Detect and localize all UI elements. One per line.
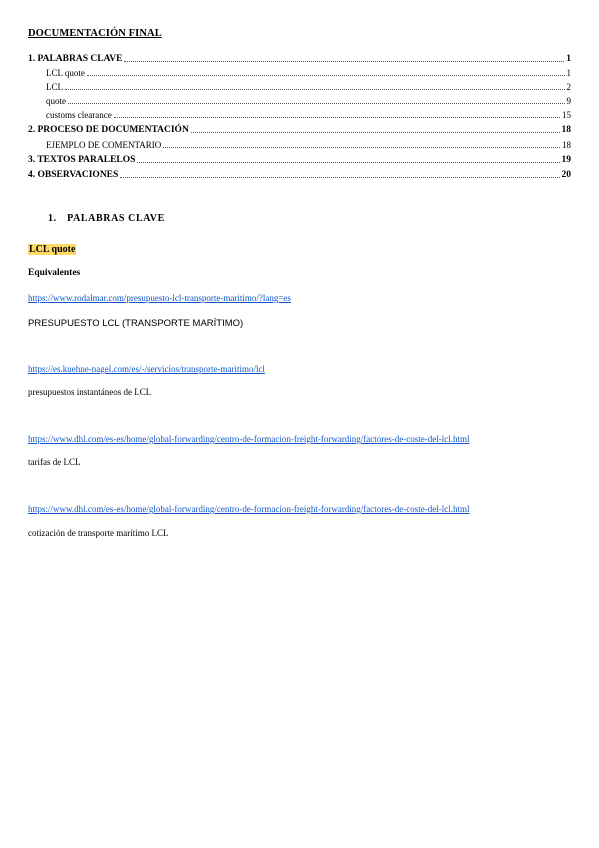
toc-leader-dots xyxy=(163,147,560,148)
toc-entry-page: 9 xyxy=(566,96,571,106)
toc-entry-label: EJEMPLO DE COMENTARIO xyxy=(46,140,162,150)
toc-leader-dots xyxy=(65,89,565,90)
toc-entry-textos-paralelos[interactable] xyxy=(28,152,571,166)
source-link[interactable]: https://www.dhl.com/es-es/home/global-forwarding/centro-de-formacion-freight-forwarding/factores-de-coste-del-lcl.html xyxy=(28,504,470,514)
toc-entry-lcl[interactable] xyxy=(28,79,571,93)
source-link[interactable]: https://www.rodalmar.com/presupuesto-lcl-transporte-maritimo/?lang=es xyxy=(28,293,291,303)
toc-entry-palabras-clave[interactable] xyxy=(28,51,571,65)
toc-entry-label: 2. PROCESO DE DOCUMENTACIÓN xyxy=(28,125,189,135)
toc-entry-page: 1 xyxy=(566,68,571,78)
equivalent-text: tarifas de LCL xyxy=(28,457,81,467)
source-link[interactable]: https://es.kuehne-nagel.com/es/-/servicios/transporte-maritimo/lcl xyxy=(28,364,265,374)
toc-leader-dots xyxy=(124,61,564,62)
toc-entry-label: LCL quote xyxy=(46,68,85,78)
toc-entry-label: 1. PALABRAS CLAVE xyxy=(28,54,123,64)
toc-entry-page: 18 xyxy=(561,125,571,135)
toc-entry-page: 1 xyxy=(566,54,571,64)
equivalents-label: Equivalentes xyxy=(28,268,81,278)
toc-entry-page: 2 xyxy=(566,82,571,92)
toc-leader-dots xyxy=(87,75,565,76)
toc-entry-label: 4. OBSERVACIONES xyxy=(28,170,119,180)
section-heading xyxy=(48,213,165,224)
toc-entry-label: LCL xyxy=(46,82,63,92)
section-number: 1. xyxy=(48,213,57,224)
toc-entry-page: 18 xyxy=(562,140,571,150)
toc-entry-lcl-quote[interactable] xyxy=(28,65,571,79)
toc-entry-ejemplo-comentario[interactable] xyxy=(28,137,571,151)
toc-entry-label: 3. TEXTOS PARALELOS xyxy=(28,155,136,165)
equivalent-text: cotización de transporte marítimo LCL xyxy=(28,528,169,538)
toc-entry-page: 19 xyxy=(561,155,571,165)
toc-leader-dots xyxy=(120,177,559,178)
toc-entry-label: quote xyxy=(46,96,66,106)
equivalent-text: PRESUPUESTO LCL (TRANSPORTE MARÍTIMO) xyxy=(28,318,244,329)
document-title: DOCUMENTACIÓN FINAL xyxy=(28,28,162,39)
toc-entry-label: customs clearance xyxy=(46,110,112,120)
highlighted-term: LCL quote xyxy=(29,244,76,255)
equivalent-text: presupuestos instantáneos de LCL xyxy=(28,387,152,397)
toc-entry-page: 15 xyxy=(562,110,571,120)
toc-leader-dots xyxy=(191,132,560,133)
toc-entry-customs-clearance[interactable] xyxy=(28,107,571,121)
toc-entry-quote[interactable] xyxy=(28,93,571,107)
source-link[interactable]: https://www.dhl.com/es-es/home/global-forwarding/centro-de-formacion-freight-forwarding/factores-de-coste-del-lcl.html xyxy=(28,434,470,444)
section-title: PALABRAS CLAVE xyxy=(67,213,165,224)
toc-entry-page: 20 xyxy=(561,170,571,180)
toc-leader-dots xyxy=(137,162,559,163)
toc-leader-dots xyxy=(114,117,560,118)
toc-entry-proceso-documentacion[interactable] xyxy=(28,122,571,136)
toc-entry-observaciones[interactable] xyxy=(28,167,571,181)
toc-leader-dots xyxy=(68,103,565,104)
